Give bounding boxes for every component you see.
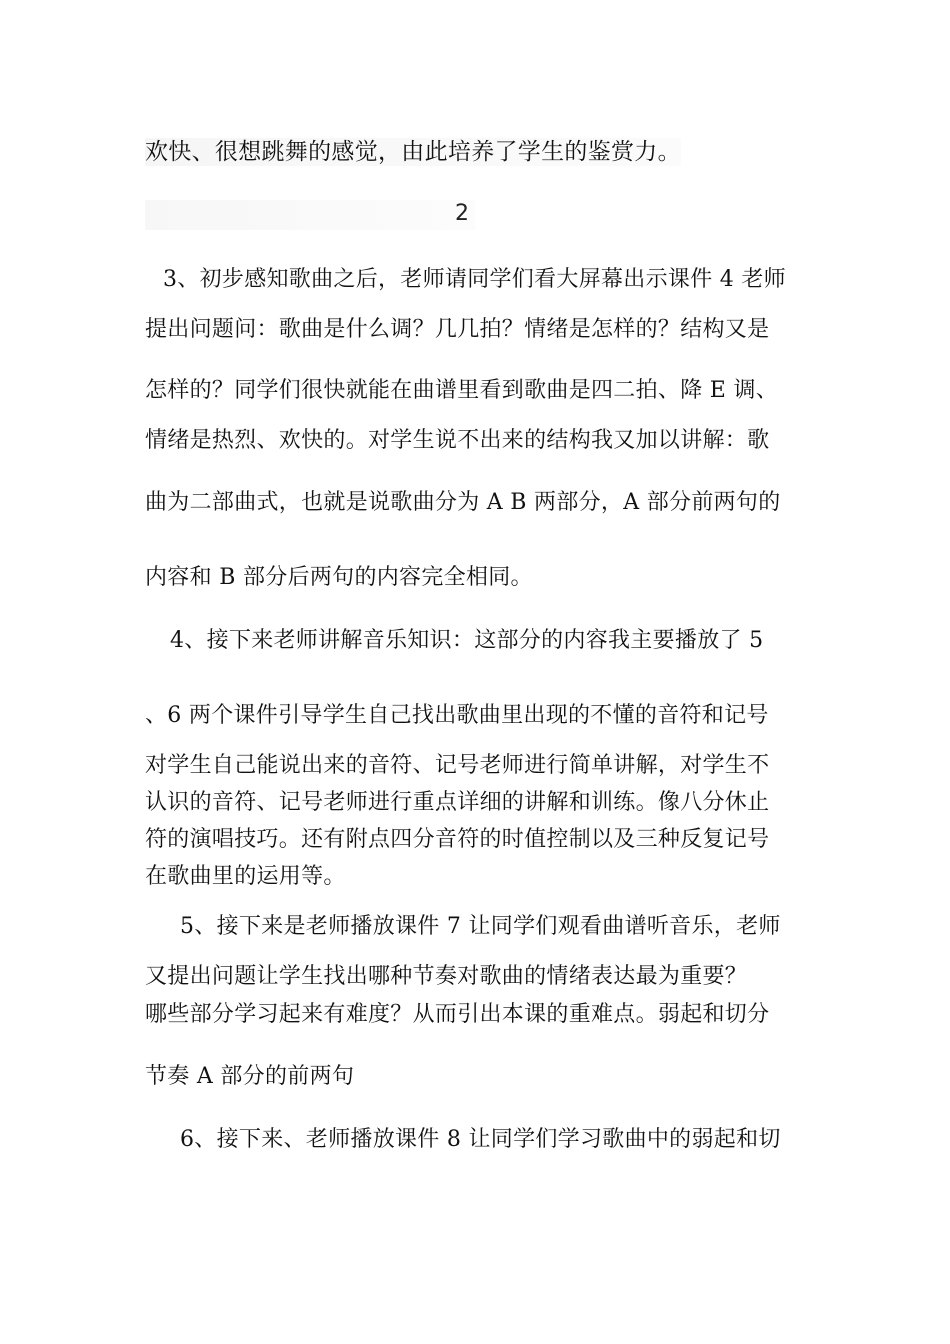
page-number: 2 [455, 201, 469, 226]
text-line: 提出问题问：歌曲是什么调？几几拍？情绪是怎样的？结构又是 [145, 317, 770, 342]
text-line: 曲为二部曲式，也就是说歌曲分为 A B 两部分，A 部分前两句的 [145, 490, 781, 515]
text-line: 在歌曲里的运用等。 [145, 864, 346, 889]
text-line: 内容和 B 部分后两句的内容完全相同。 [145, 565, 533, 590]
text-line: 4、接下来老师讲解音乐知识：这部分的内容我主要播放了 5 [170, 628, 764, 653]
text-line: 怎样的？同学们很快就能在曲谱里看到歌曲是四二拍、降 E 调、 [145, 378, 779, 403]
text-line: 节奏 A 部分的前两句 [145, 1064, 355, 1089]
text-line: 情绪是热烈、欢快的。对学生说不出来的结构我又加以讲解：歌 [145, 428, 770, 453]
text-line: 哪些部分学习起来有难度？从而引出本课的重难点。弱起和切分 [145, 1002, 770, 1027]
text-line: 对学生自己能说出来的音符、记号老师进行简单讲解，对学生不 [145, 753, 770, 778]
text-line: 3、初步感知歌曲之后，老师请同学们看大屏幕出示课件 4 老师 [163, 267, 786, 292]
text-line: 符的演唱技巧。还有附点四分音符的时值控制以及三种反复记号 [145, 827, 770, 852]
page-number-bar [145, 200, 475, 230]
text-line: 5、接下来是老师播放课件 7 让同学们观看曲谱听音乐，老师 [180, 914, 781, 939]
text-line: 认识的音符、记号老师进行重点详细的讲解和训练。像八分休止 [145, 790, 770, 815]
text-line: 、6 两个课件引导学生自己找出歌曲里出现的不懂的音符和记号 [145, 703, 769, 728]
intro-line: 欢快、很想跳舞的感觉，由此培养了学生的鉴赏力。 [145, 139, 681, 165]
text-line: 又提出问题让学生找出哪种节奏对歌曲的情绪表达最为重要？ [145, 964, 748, 989]
text-line: 6、接下来、老师播放课件 8 让同学们学习歌曲中的弱起和切 [180, 1127, 781, 1152]
